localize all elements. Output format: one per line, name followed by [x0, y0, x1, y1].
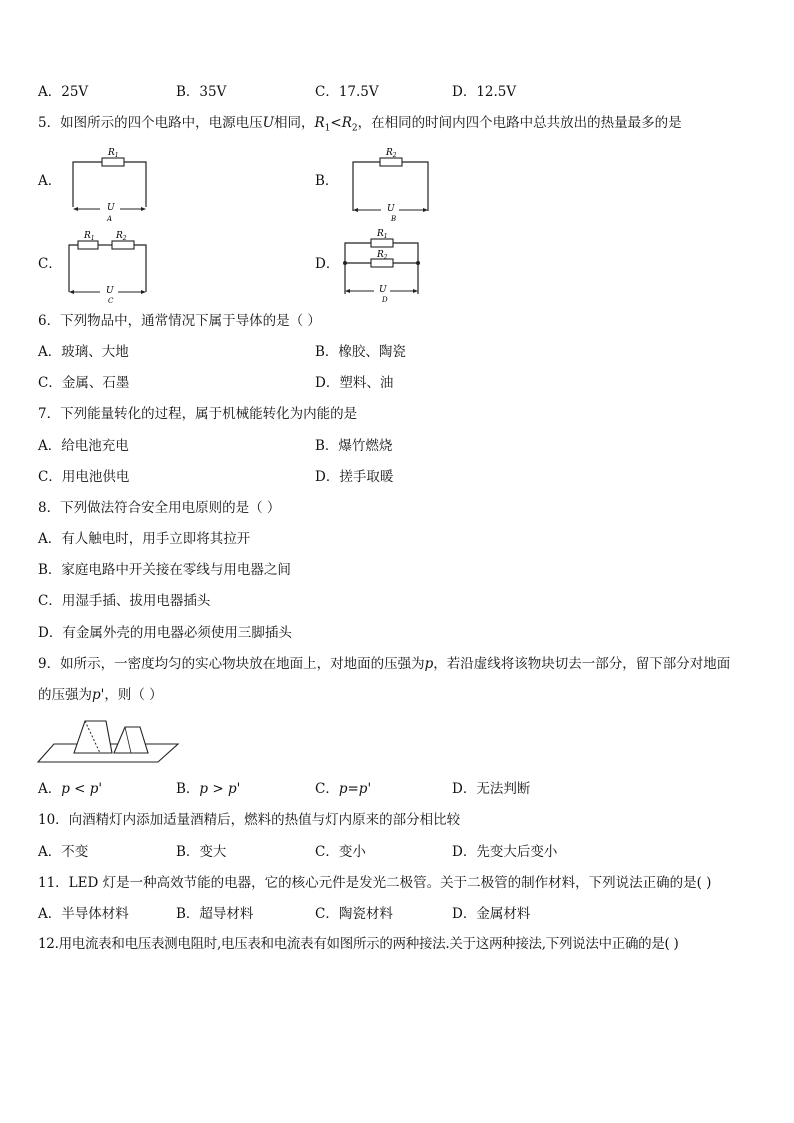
- q9-option-d: D．无法判断: [452, 781, 531, 797]
- q9-stem-line2: 的压强为p'，则（ ）: [38, 687, 163, 703]
- q4-option-c: C．17.5V: [315, 84, 379, 100]
- arrow-left-icon: [353, 208, 358, 212]
- circuit-d-wire-top-left: [345, 243, 371, 263]
- q6-option-a: A．玻璃、大地: [38, 344, 129, 360]
- q11-stem: 11．LED 灯是一种高效节能的电器，它的核心元件是发光二极管。关于二极管的制作材料，下列说法正确的是( ): [38, 875, 712, 891]
- q9-option-c: C．p=p': [315, 781, 372, 797]
- arrow-right-icon: [141, 290, 146, 294]
- q4-option-b: B．35V: [176, 84, 227, 100]
- q10-option-a: A．不变: [38, 844, 89, 860]
- q9-stem-line1: 9．如所示，一密度均匀的实心物块放在地面上，对地面的压强为p，若沿虚线将该物块切去一部分，留下部分对地面: [38, 656, 731, 672]
- q9-option-a: A．p < p': [38, 781, 103, 797]
- resistor-label: $R_1$: [108, 148, 119, 159]
- arrow-right-icon: [413, 289, 418, 293]
- circuit-diagram-d: [338, 224, 428, 304]
- q7-option-c: C．用电池供电: [38, 469, 130, 485]
- q12-stem: 12.用电流表和电压表测电阻时,电压表和电流表有如图所示的两种接法.关于这两种接法,下列说法中正确的是( ): [38, 936, 679, 952]
- arrow-left-icon: [69, 290, 74, 294]
- circuit-diagram-b: [346, 144, 436, 222]
- circuit-b-wire-left: [353, 162, 380, 211]
- cut-block-figure: [36, 716, 184, 766]
- q11-option-a: A．半导体材料: [38, 906, 129, 922]
- resistor-r2: [380, 158, 402, 166]
- resistor-r1: [78, 241, 98, 249]
- q11-option-b: B．超导材料: [176, 906, 254, 922]
- circuit-b-wire-right: [402, 162, 428, 211]
- circuit-c-wire-left: [69, 245, 78, 292]
- voltage-label: U: [379, 285, 387, 295]
- q7-option-b: B．爆竹燃烧: [315, 438, 393, 454]
- figure-tag: B: [391, 215, 397, 222]
- q6-option-c: C．金属、石墨: [38, 375, 130, 391]
- q4-option-a: A．25V: [38, 84, 89, 100]
- junction-dot-icon: [416, 261, 420, 265]
- voltage-label: U: [387, 204, 395, 214]
- resistor-label: $R_2$: [386, 148, 397, 159]
- q5-label-b: B．: [315, 173, 339, 189]
- q4-option-d: D．12.5V: [452, 84, 517, 100]
- voltage-label: U: [106, 286, 114, 296]
- resistor-label: $R_2$: [377, 250, 388, 261]
- q5-label-c: C．: [38, 256, 62, 272]
- circuit-diagram-a: [66, 144, 156, 222]
- figure-tag: A: [107, 215, 113, 222]
- resistor-label: $R_2$: [116, 231, 127, 242]
- resistor-r1: [371, 239, 393, 247]
- circuit-a-wire-left: [73, 162, 102, 207]
- q9-option-b: B．p > p': [176, 781, 241, 797]
- arrow-right-icon: [423, 208, 428, 212]
- q10-option-b: B．变大: [176, 844, 227, 860]
- junction-dot-icon: [343, 261, 347, 265]
- figure-tag: C: [108, 297, 114, 304]
- circuit-c-wire-right: [134, 245, 146, 292]
- q8-option-a: A．有人触电时，用手立即将其拉开: [38, 531, 251, 547]
- circuit-a-wire-right: [124, 162, 146, 207]
- q5-label-d: D．: [315, 256, 340, 272]
- q8-option-b: B．家庭电路中开关接在零线与用电器之间: [38, 562, 291, 578]
- arrow-left-icon: [73, 207, 78, 211]
- q6-option-b: B．橡胶、陶瓷: [315, 344, 406, 360]
- resistor-label: $R_1$: [377, 229, 388, 240]
- q7-option-a: A．给电池充电: [38, 438, 129, 454]
- q11-option-d: D．金属材料: [452, 906, 531, 922]
- q7-option-d: D．搓手取暖: [315, 469, 394, 485]
- block-remaining: [114, 727, 148, 753]
- circuit-d-wire-top-right: [393, 243, 418, 263]
- voltage-label: U: [107, 203, 115, 213]
- q11-option-c: C．陶瓷材料: [315, 906, 393, 922]
- q5-label-a: A．: [38, 173, 62, 189]
- arrow-right-icon: [141, 207, 146, 211]
- figure-tag: D: [382, 296, 388, 304]
- arrow-left-icon: [345, 289, 350, 293]
- q8-option-d: D．有金属外壳的用电器必须使用三脚插头: [38, 625, 292, 641]
- q8-stem: 8．下列做法符合安全用电原则的是（ ）: [38, 500, 281, 516]
- resistor-r2: [371, 259, 393, 267]
- q5-stem: 5．如图所示的四个电路中，电源电压U相同，$R_1<R_2$，在相同的时间内四个电路中总共放出的热量最多的是: [38, 115, 682, 134]
- q10-option-d: D．先变大后变小: [452, 844, 558, 860]
- q6-stem: 6．下列物品中，通常情况下属于导体的是（ ）: [38, 313, 321, 329]
- q7-stem: 7．下列能量转化的过程，属于机械能转化为内能的是: [38, 406, 358, 422]
- q6-option-d: D．塑料、油: [315, 375, 394, 391]
- resistor-r2: [112, 241, 134, 249]
- q8-option-c: C．用湿手插、拔用电器插头: [38, 593, 211, 609]
- q10-option-c: C．变小: [315, 844, 366, 860]
- q10-stem: 10．向酒精灯内添加适量酒精后，燃料的热值与灯内原来的部分相比较: [38, 812, 461, 828]
- resistor-r1: [102, 158, 124, 166]
- resistor-label: $R_1$: [84, 231, 95, 242]
- circuit-diagram-c: [62, 226, 162, 304]
